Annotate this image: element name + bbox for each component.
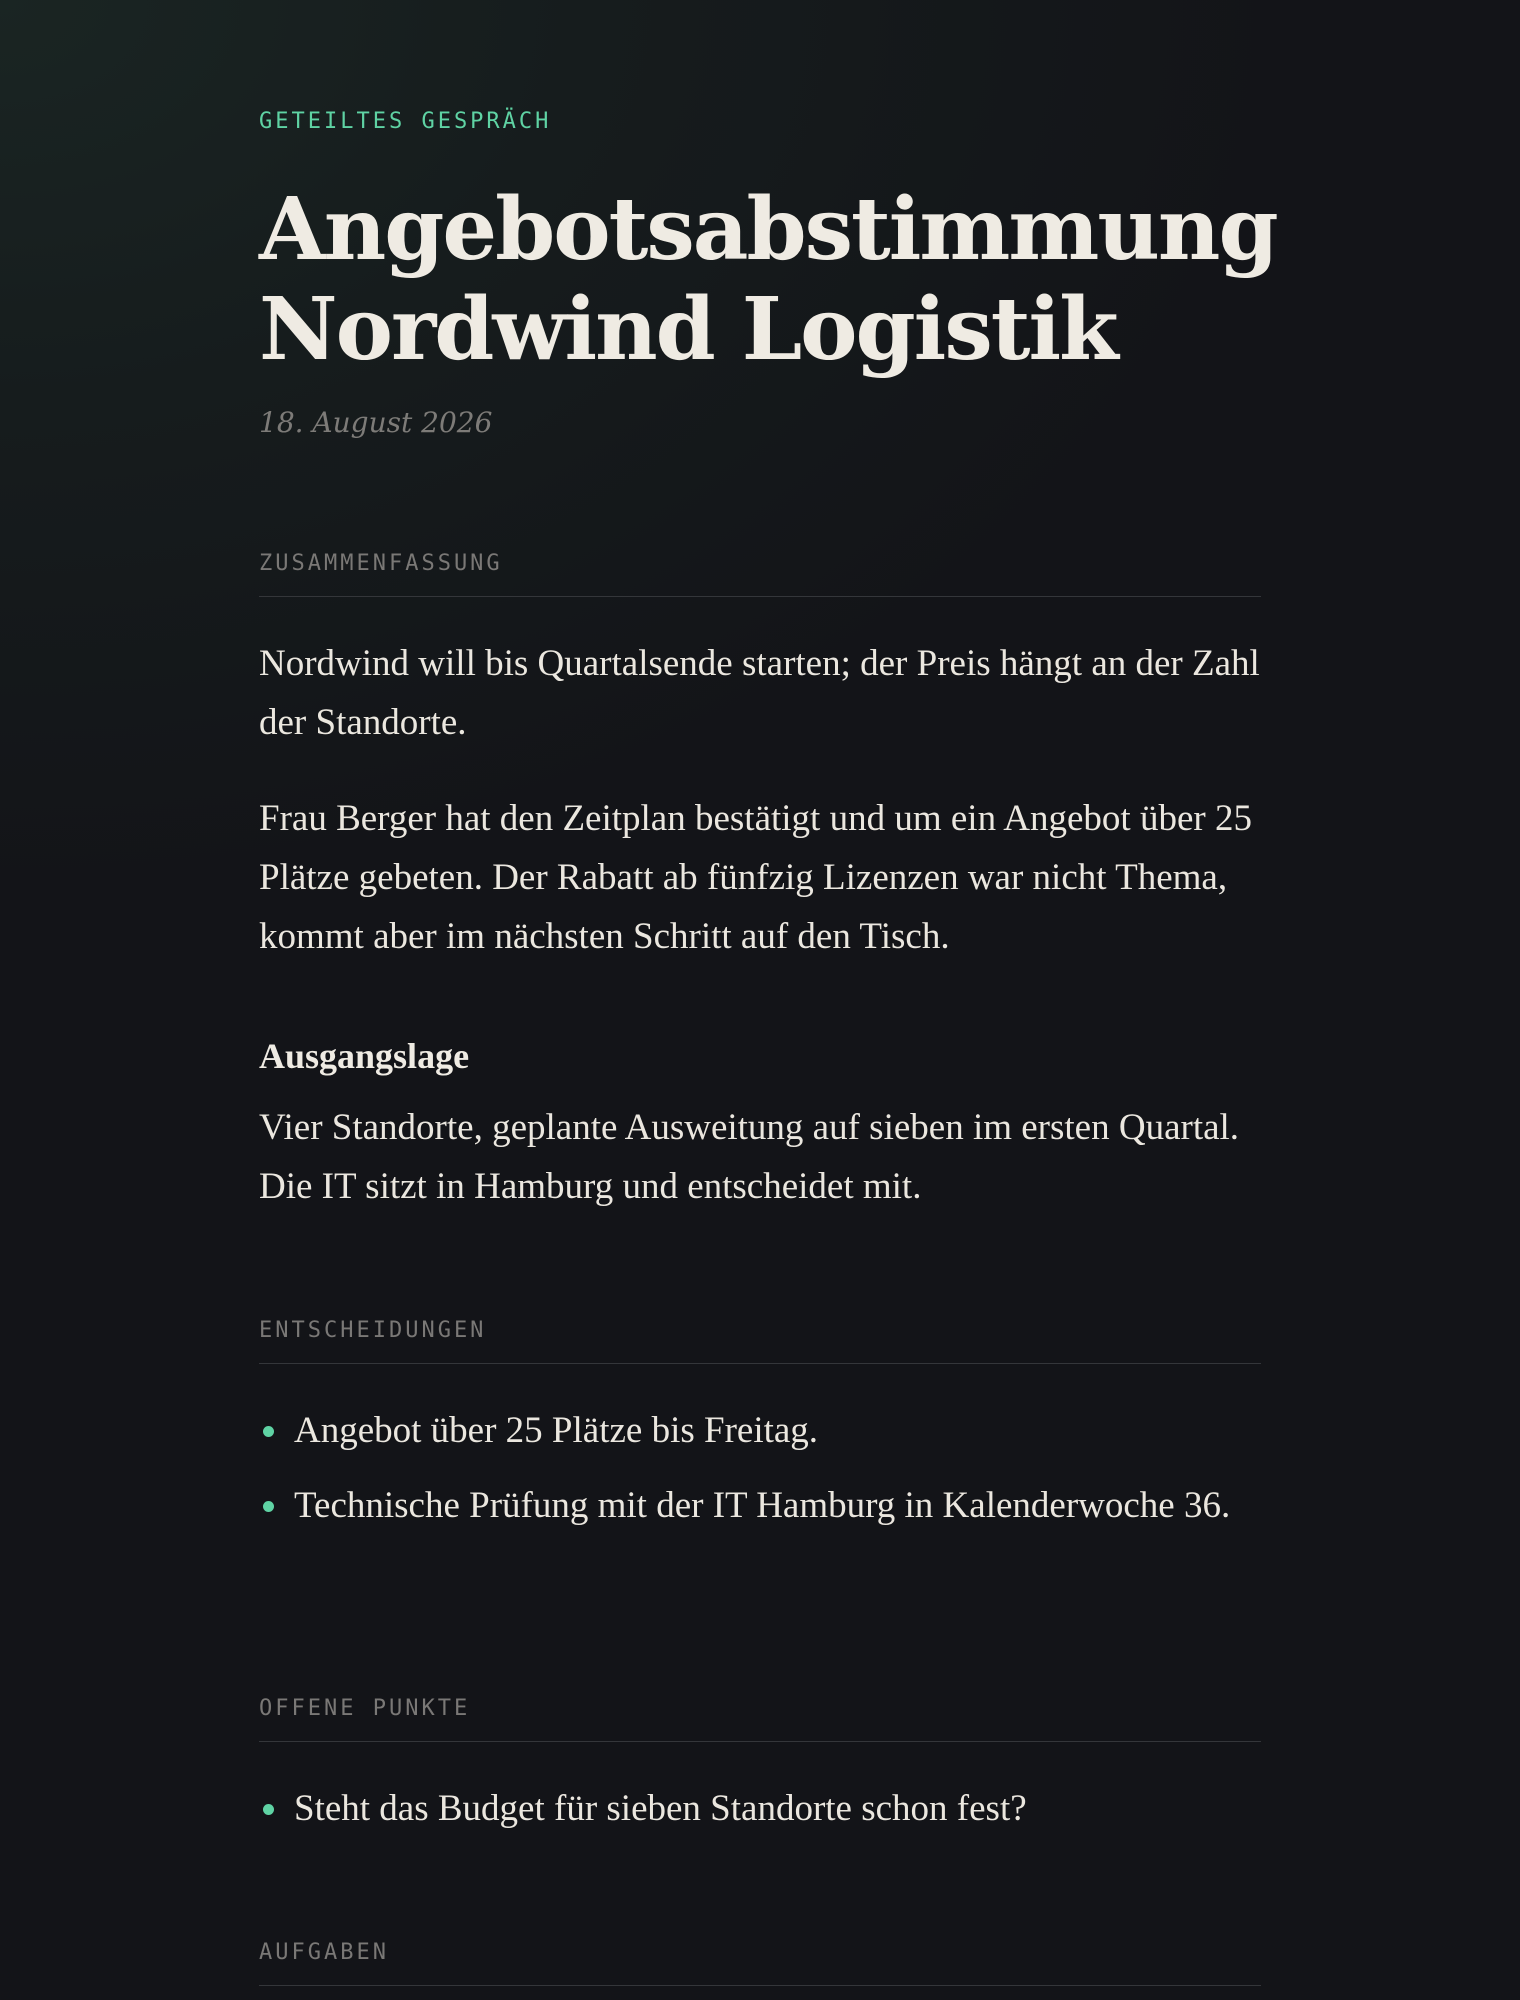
summary-lead: Nordwind will bis Quartalsende starten; der Preis hängt an der Zahl der Standorte. [259,643,1260,743]
bullet-dot-icon [263,1804,274,1815]
list-item [259,1476,1261,1535]
decisions-list [259,1401,1261,1551]
bullet-dot-icon [263,1501,274,1512]
summary-subheading: Ausgangslage [259,1036,470,1076]
list-item [259,1779,1261,1838]
section-label-open-points: OFFENE PUNKTE [259,1696,1261,1742]
section-label-tasks: AUFGABEN [259,1940,1261,1986]
list-item [259,1401,1261,1460]
summary-subbody: Vier Standorte, geplante Ausweitung auf sieben im ersten Quartal. Die IT sitzt in Hamburg und entscheidet mit. [259,1107,1240,1207]
summary-body: Frau Berger hat den Zeitplan bestätigt und um ein Angebot über 25 Plätze gebeten. Der Rabatt ab fünfzig Lizenzen war nicht Thema, kommt aber im nächsten Schritt auf den Tisch. [259,798,1252,957]
section-label-summary: ZUSAMMENFASSUNG [259,551,1261,597]
page-kicker: GETEILTES GESPRÄCH [259,109,552,134]
decision-text: Technische Prüfung mit der IT Hamburg in Kalenderwoche 36. [294,1485,1231,1526]
bullet-dot-icon [263,1426,274,1437]
page-title-line-1: Angebotsabstimmung [259,179,1277,280]
open-point-text: Steht das Budget für sieben Standorte schon fest? [294,1788,1027,1829]
decision-text: Angebot über 25 Plätze bis Freitag. [294,1410,819,1451]
page-date: 18. August 2026 [259,406,493,439]
section-label-decisions: ENTSCHEIDUNGEN [259,1318,1261,1364]
open-points-list [259,1779,1261,1854]
page-title-line-2: Nordwind Logistik [259,279,1117,380]
page-title [259,180,1309,380]
